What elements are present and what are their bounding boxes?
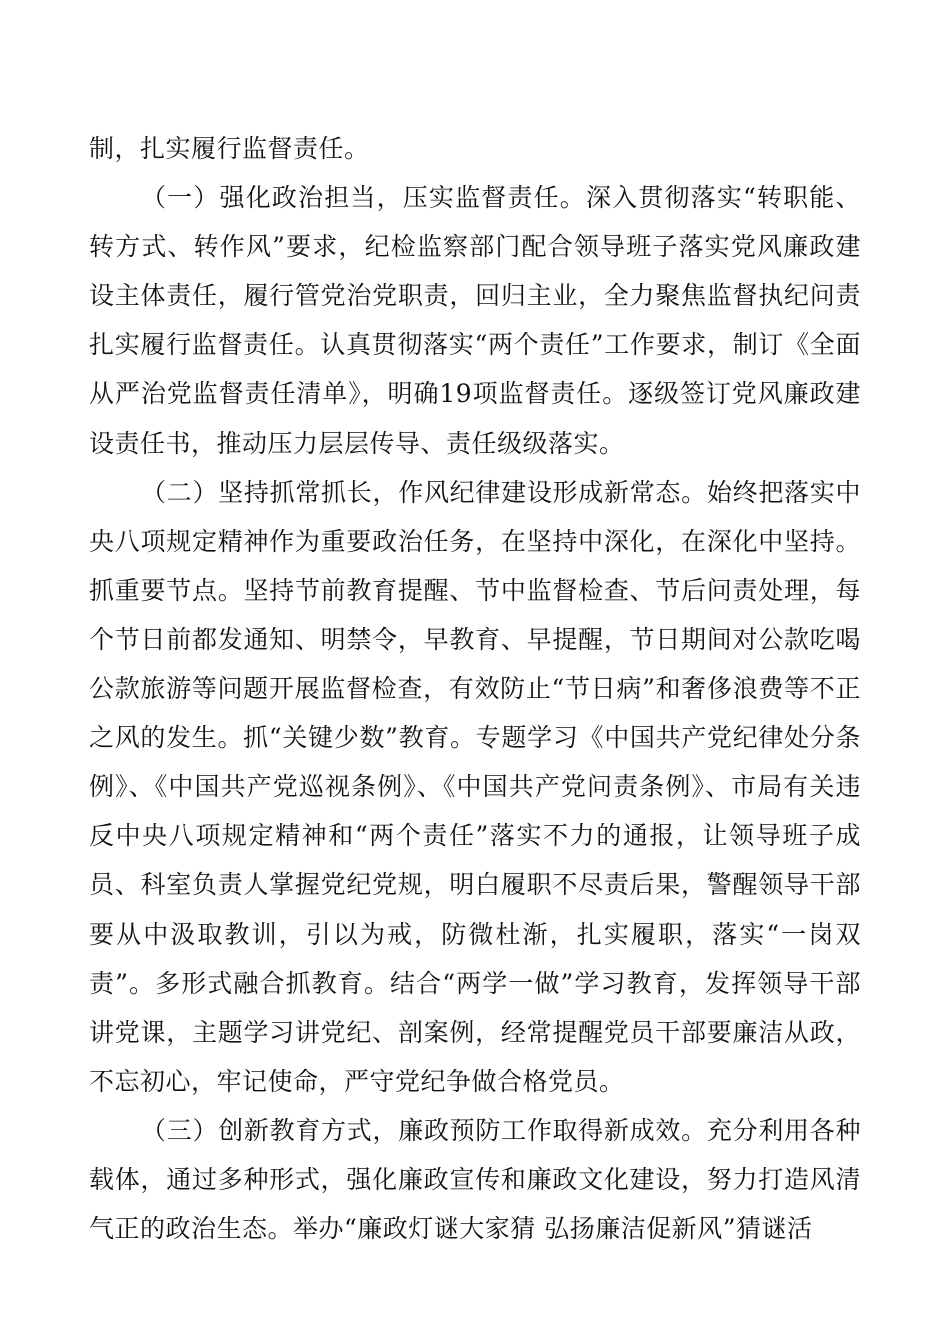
document-body [89,124,861,1253]
paragraph-section-3: （三）创新教育方式，廉政预防工作取得新成效。充分利用各种载体，通过多种形式，强化廉政宣传和廉政文化建设，努力打造风清气正的政治生态。举办“廉政灯谜大家猜 弘扬廉洁促新风”猜谜活 [89,1115,861,1244]
paragraph-continuation: 制，扎实履行监督责任。 [89,134,370,163]
paragraph-section-1: （一）强化政治担当，压实监督责任。深入贯彻落实“转职能、转方式、转作风”要求，纪检监察部门配合领导班子落实党风廉政建设主体责任，履行管党治党职责，回归主业，全力聚焦监督执纪问责扎实履行监督责任。认真贯彻落实“两个责任”工作要求，制订《全面从严治党监督责任清单》，明确19项监督责任。逐级签订党风廉政建设责任书，推动压力层层传导、责任级级落实。 [89,183,861,458]
paragraph-section-2: （二）坚持抓常抓长，作风纪律建设形成新常态。始终把落实中央八项规定精神作为重要政治任务，在坚持中深化，在深化中坚持。抓重要节点。坚持节前教育提醒、节中监督检查、节后问责处理，每个节日前都发通知、明禁令，早教育、早提醒，节日期间对公款吃喝公款旅游等问题开展监督检查，有效防止“节日病”和奢侈浪费等不正之风的发生。抓“关键少数”教育。专题学习《中国共产党纪律处分条例》、《中国共产党巡视条例》、《中国共产党问责条例》、市局有关违反中央八项规定精神和“两个责任”落实不力的通报，让领导班子成员、科室负责人掌握党纪党规，明白履职不尽责后果，警醒领导干部要从中汲取教训，引以为戒，防微杜渐，扎实履职，落实“一岗双责”。多形式融合抓教育。结合“两学一做”学习教育，发挥领导干部讲党课，主题学习讲党纪、剖案例，经常提醒党员干部要廉洁从政，不忘初心，牢记使命，严守党纪争做合格党员。 [89,477,861,1096]
